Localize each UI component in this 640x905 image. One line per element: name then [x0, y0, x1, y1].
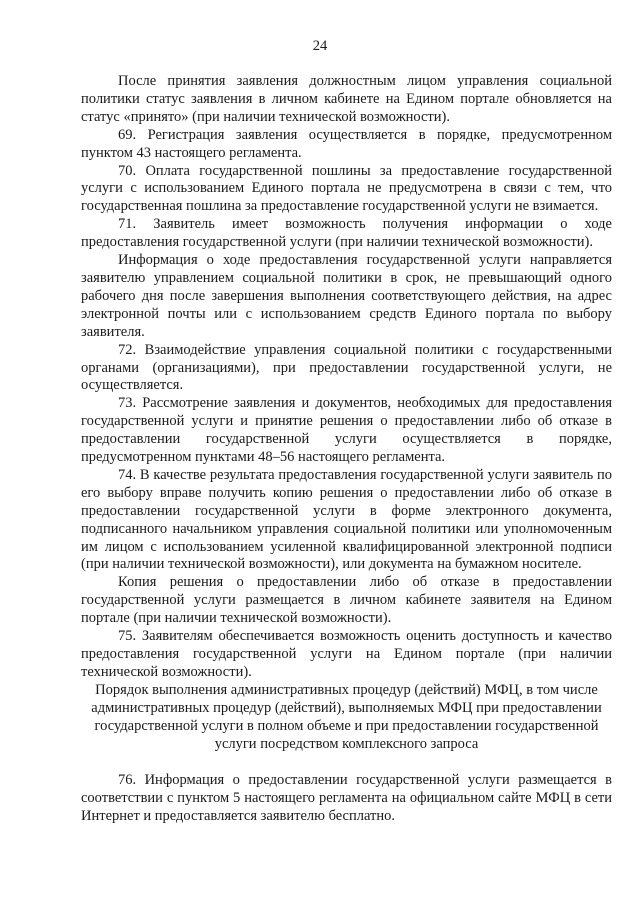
paragraph-74: 74. В качестве результата предоставления государственной услуги заявитель по его выбору вправе получить копию решения о предоставлении либо об отказе в предоставлении государственной услуги в форме электронного документа, подписанного начальником управления социальной политики или уполномоченным им лицом с использованием усиленной квалифицированной электронной подписи (при наличии технической возможности), или документа на бумажном носителе. — [81, 466, 612, 573]
paragraph-76: 76. Информация о предоставлении государственной услуги размещается в соответствии с пунктом 5 настоящего регламента на официальном сайте МФЦ в сети Интернет и предоставляется заявителю бесплатно. — [81, 772, 612, 825]
document-body — [81, 73, 612, 826]
paragraph-75: 75. Заявителям обеспечивается возможность оценить доступность и качество предоставления государственной услуги на Едином портале (при наличии технической возможности). — [81, 628, 612, 680]
paragraph-progress-info: Информация о ходе предоставления государственной услуги направляется заявителю управлением социальной политики в срок, не превышающий одного рабочего дня после завершения выполнения соответствующего действия, на адрес электронной почты или с использованием средств Единого портала по выбору заявителя. — [81, 252, 612, 340]
paragraph-status-update: После принятия заявления должностным лицом управления социальной политики статус заявления в личном кабинете на Едином портале обновляется на статус «принято» (при наличии технической возможности). — [81, 73, 612, 125]
paragraph-decision-copy: Копия решения о предоставлении либо об отказе в предоставлении государственной услуги размещается в личном кабинете заявителя на Едином портале (при наличии технической возможности). — [81, 574, 612, 627]
paragraph-73: 73. Рассмотрение заявления и документов, необходимых для предоставления государственной услуги и принятие решения о предоставлении либо об отказе в предоставлении государственной услуги осуществляется в порядке, предусмотренном пунктами 48–56 настоящего регламента. — [81, 395, 612, 466]
page-number: 24 — [312, 38, 328, 54]
paragraph-70: 70. Оплата государственной пошлины за предоставление государственной услуги с использованием Единого портала не предусмотрена в связи с тем, что государственная пошлина за предоставление государственной услуги не взимается. — [81, 162, 612, 215]
paragraph-69: 69. Регистрация заявления осуществляется в порядке, предусмотренном пунктом 43 настоящего регламента. — [81, 126, 612, 161]
section-heading: Порядок выполнения административных процедур (действий) МФЦ, в том числе административных процедур (действий), выполняемых МФЦ при предоставлении государственной услуги в полном объеме и при предоставлении государственной услуги посредством комплексного запроса — [91, 681, 602, 752]
paragraph-72: 72. Взаимодействие управления социальной политики с государственными органами (организациями), при предоставлении государственной услуги, не осуществляется. — [81, 341, 612, 394]
paragraph-71: 71. Заявитель имеет возможность получения информации о ходе предоставления государственной услуги (при наличии технической возможности). — [81, 216, 612, 251]
